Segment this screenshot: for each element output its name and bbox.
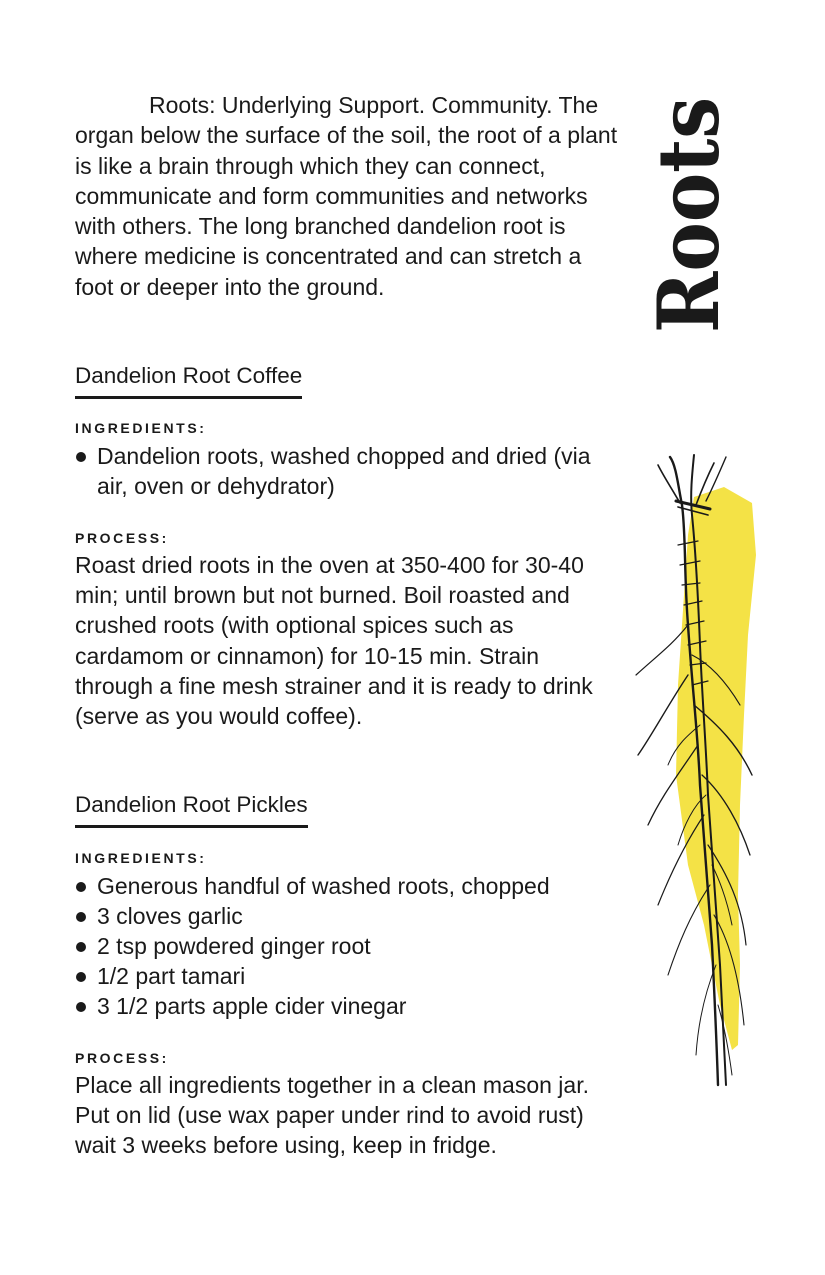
ingredients-label: INGREDIENTS: xyxy=(75,420,207,436)
side-title xyxy=(639,65,738,335)
ingredients-label: INGREDIENTS: xyxy=(75,850,207,866)
list-item: 3 cloves garlic xyxy=(75,901,620,931)
process-label: PROCESS: xyxy=(75,1050,169,1066)
intro-text: Roots: Underlying Support. Community. The organ below the surface of the soil, the root of a plant is like a brain through which they can connect, communicate and form communities and networks with others. The long branched dandelion root is where medicine is concentrated and can stretch a foot or deeper into the ground. xyxy=(75,92,618,300)
dandelion-root-illustration xyxy=(628,445,768,1105)
list-item: 1/2 part tamari xyxy=(75,961,620,991)
intro-paragraph xyxy=(75,90,620,302)
process-label: PROCESS: xyxy=(75,530,169,546)
process-text: Place all ingredients together in a clean mason jar. Put on lid (use wax paper under rind to avoid rust) wait 3 weeks before using, keep in fridge. xyxy=(75,1072,589,1159)
list-item: 2 tsp powdered ginger root xyxy=(75,931,620,961)
list-item: Generous handful of washed roots, chopped xyxy=(75,871,620,901)
ingredient-list xyxy=(75,441,620,501)
recipe-title-pickles: Dandelion Root Pickles xyxy=(75,791,308,828)
ingredient-list xyxy=(75,871,620,1021)
side-title-text: Roots xyxy=(639,65,738,333)
list-item: Dandelion roots, washed chopped and dried (via air, oven or dehydrator) xyxy=(75,441,620,501)
process-text: Roast dried roots in the oven at 350-400 for 30-40 min; until brown but not burned. Boil roasted and crushed roots (with optional spices such as cardamom or cinnamon) for 10-15 min. Strain through a fine mesh strainer and it is ready to drink (serve as you would coffee). xyxy=(75,552,593,730)
list-item: 3 1/2 parts apple cider vinegar xyxy=(75,991,620,1021)
recipe-title-coffee: Dandelion Root Coffee xyxy=(75,362,302,399)
